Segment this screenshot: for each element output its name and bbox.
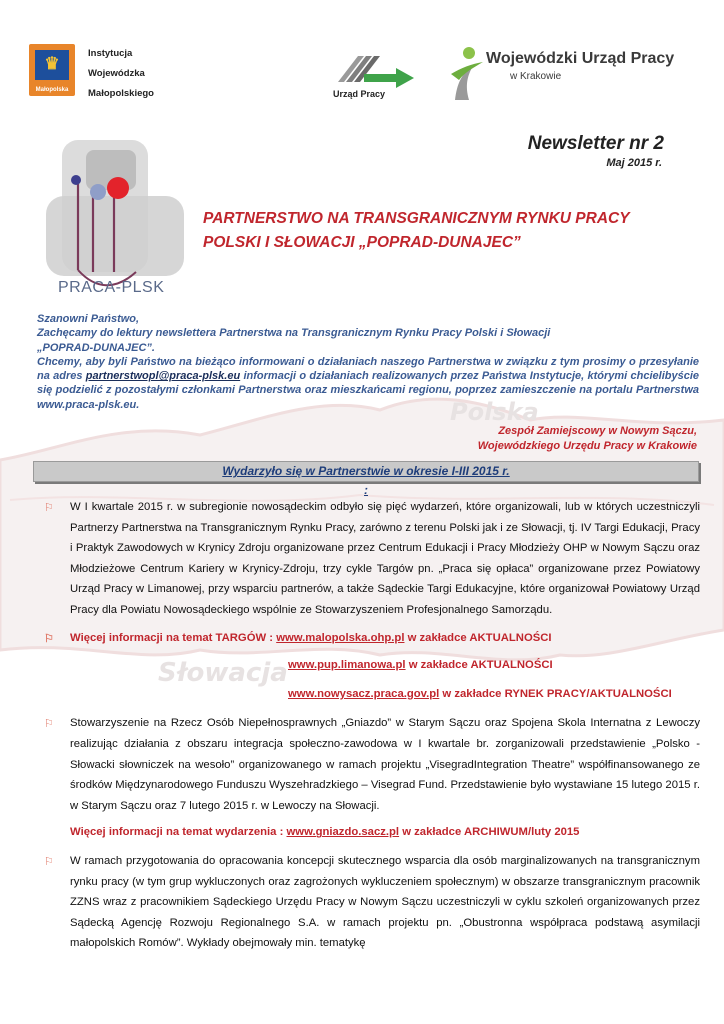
institution-line-2: Wojewódzka [88,68,145,79]
newsletter-title: Newsletter nr 2 [527,133,664,154]
list-item-targi [40,497,700,621]
targi-links [40,628,700,649]
item-text: W I kwartale 2015 r. w subregionie nowosądeckim odbyło się pięć wydarzeń, które organizowali, lub w których uczestniczyli Partnerzy Partnerstwa na Transgranicznym Rynku Pracy, zarówno z terenu Polski jak i ze Słowacji, tj. IV Targi Edukacji, Pracy i Praktyk Zawodowych w Krynicy Zdroju organizowane przez Centrum Edukacji i Pracy Młodzieży OHP w Nowym Sączu oraz Młodzieżowe Centrum Kariery w Krynicy-Zdroju, trzy cykle Targów pn. „Praca się opłaca” organizowane przez Powiatowy Urząd Pracy w Limanowej, przy wsparciu partnerów, a także Sądeckie Targi Edukacyjne, które organizował Powiatowy Urząd Pracy dla Powiatu Nowosądeckiego wspólnie ze Stowarzyszeniem Profesjonalnego Samorządu. [70,501,700,616]
item-text: Stowarzyszenie na Rzecz Osób Niepełnosprawnych „Gniazdo” w Starym Sączu oraz Spojena Skola Internatna z Lewoczy realizując działania z obszaru integracja społeczno-zawodowa w I kwartale br. zorganizowali przedstawienie „Polsko - Słowacki słowniczek na wesoło” organizowanego w ramach projektu „VisegradIntegration Theatre” współfinansowanego ze środków Międzynarodowego Funduszu Wyszehradzkiego – Visegrad Fund. Przedstawienie było wystawiane 15 lutego 2015 r. w Starym Sączu oraz 7 lutego 2015 r. w Lewoczy na Słowacji. [70,717,700,812]
main-title-line-1: PARTNERSTWO NA TRANSGRANICZNYM RYNKU PRACY [203,210,630,227]
intro-line-2: „POPRAD-DUNAJEC”. [37,341,155,354]
event-link-prefix: Więcej informacji na temat wydarzenia : [70,826,287,839]
urzad-pracy-label: Urząd Pracy [333,89,386,99]
intro-paragraph [37,355,699,412]
link-pup-limanowa[interactable]: www.pup.limanowa.pl [288,659,406,672]
link-malopolska-ohp[interactable]: www.malopolska.ohp.pl [276,631,405,644]
bullet-icon: ⚐ [44,502,54,514]
crown-icon: ♛ [44,54,60,73]
malopolska-caption: Małopolska [35,87,69,93]
link-nowysacz-praca[interactable]: www.nowysacz.praca.gov.pl [288,687,440,700]
signature-line-2: Wojewódzkiego Urzędu Pracy w Krakowie [477,440,697,452]
link-suffix: w zakładce ARCHIWUM/luty 2015 [399,826,580,839]
content [40,497,700,954]
link-gniazdo-sacz[interactable]: www.gniazdo.sacz.pl [286,826,400,839]
newsletter-date: Maj 2015 r. [606,157,662,169]
section-heading-bar [33,461,699,497]
praca-plsk-label: PRACA-PLSK [58,279,165,296]
link-suffix: w zakładce AKTUALNOŚCI [405,659,553,672]
praca-plsk-logo [46,140,184,298]
section-heading-text: Wydarzyło się w Partnerstwie w okresie I-III 2015 r. [222,464,510,478]
map-label-slowacja: Słowacja [158,658,288,688]
list-item-szkolenia [40,851,700,954]
bullet-icon: ⚐ [44,718,54,731]
targi-link-row-2 [40,655,700,676]
institution-name [88,44,154,104]
wup-subtitle: w Krakowie [510,71,562,82]
bullet-icon: ⚐ [44,632,54,645]
wup-logo [447,44,487,102]
institution-line-3: Małopolskiego [88,88,154,99]
event-link-row [40,822,700,843]
header [0,0,724,120]
link-suffix: w zakładce RYNEK PRACY/AKTUALNOŚCI [439,687,672,700]
list-item-gniazdo [40,713,700,816]
intro-greeting: Szanowni Państwo, [37,313,140,325]
contact-email-link[interactable]: partnerstwopl@praca-plsk.eu [85,370,241,383]
intro-para-end: informacji o działaniach realizowanych przez Państwa Instytucje, którymi chcielibyście się podzielić z pozostałymi członkami Partnerstwa oraz mieszkańcami regionu, poprzez zamieszczenie na portalu Partnerstwa www.praca-plsk.eu. [37,370,700,411]
intro-para-start: Chcemy, aby byli Państwo na bieżąco informowani o działaniach naszego Partnerstwa w związku z tym prosimy o przesyłanie na adres [37,355,699,383]
section-heading-suffix: : [364,483,368,497]
map-label-polska: Polska [450,398,539,426]
signature-line-1: Zespół Zamiejscowy w Nowym Sączu, [498,425,697,437]
intro-text [37,312,699,412]
targi-links-prefix: Więcej informacji na temat TARGÓW : [70,631,277,644]
wup-title: Wojewódzki Urząd Pracy [486,50,675,67]
section-heading [34,462,698,500]
malopolska-logo [29,44,75,96]
institution-line-1: Instytucja [88,48,133,59]
intro-line-1: Zachęcamy do lektury newslettera Partnerstwa na Transgranicznym Rynku Pracy Polski i Słowacji [37,327,551,340]
item-text: W ramach przygotowania do opracowania koncepcji skutecznego wsparcia dla osób marginalizowanych na transgranicznym rynku pracy (w tym grup wykluczonych oraz zagrożonych wykluczeniem społecznym) w obszarze transgranicznym pracownik ZZNS wraz z pracownikiem Sądeckiego Urzędu Pracy w Nowym Sączu uczestniczyli w cyklu szkoleń organizowanych przez Sądecką Agencję Rozwoju Regionalnego S.A. w ramach projektu pn. „Obustronna współpraca podstawą asymilacji małopolskich Romów”. Wykłady obejmowały min. tematykę [70,854,700,950]
main-title [203,207,630,255]
signature [478,424,697,454]
link-suffix: w zakładce AKTUALNOŚCI [404,631,552,644]
targi-link-row-3 [40,684,700,705]
bullet-icon: ⚐ [44,855,54,868]
main-title-line-2: POLSKI I SŁOWACJI „POPRAD-DUNAJEC” [203,234,521,251]
